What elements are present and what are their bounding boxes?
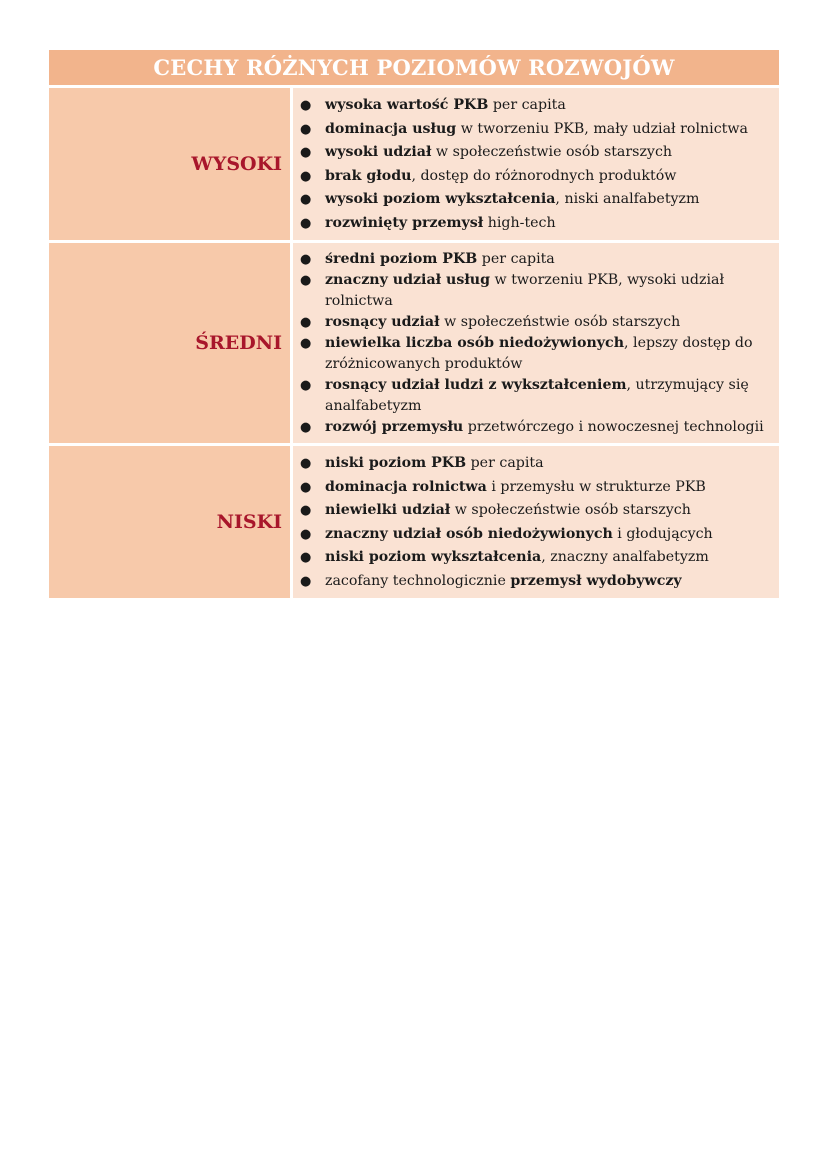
list-item: ● znaczny udział usług w tworzeniu PKB, wysoki udział rolnictwa — [300, 272, 725, 309]
bullet-icon: ● — [300, 503, 312, 518]
bullet-icon: ● — [300, 145, 312, 160]
list-item: ● wysoka wartość PKB per capita — [300, 94, 775, 118]
development-levels-table — [49, 50, 779, 598]
bullet-icon: ● — [300, 273, 312, 288]
list-item: ● brak głodu, dostęp do różnorodnych produktów — [300, 165, 775, 189]
list-item: ● wysoki poziom wykształcenia, niski analfabetyzm — [300, 188, 775, 212]
list-item: ● niski poziom wykształcenia, znaczny analfabetyzm — [300, 546, 775, 570]
bullet-icon: ● — [300, 121, 312, 137]
row-label-medium: ŚREDNI — [49, 243, 290, 443]
list-item: ● rozwinięty przemysł high-tech — [300, 212, 775, 236]
bullet-icon: ● — [300, 336, 312, 351]
list-item: ● średni poziom PKB per capita — [300, 249, 775, 270]
bullet-icon: ● — [300, 526, 312, 542]
bullet-icon: ● — [300, 456, 312, 471]
bullet-icon: ● — [300, 420, 312, 435]
bullet-icon: ● — [300, 378, 312, 393]
list-item: ● rosnący udział ludzi z wykształceniem, utrzymujący się analfabetyzm — [300, 377, 749, 414]
list-item: ● niski poziom PKB per capita — [300, 452, 775, 476]
bullet-icon: ● — [300, 479, 312, 495]
bullet-icon: ● — [300, 192, 312, 207]
row-content-high — [290, 88, 779, 240]
bullet-icon: ● — [300, 215, 312, 231]
list-item: ● dominacja usług w tworzeniu PKB, mały udział rolnictwa — [300, 118, 775, 142]
row-label-high: WYSOKI — [49, 88, 290, 240]
list-item: ● wysoki udział w społeczeństwie osób starszych — [300, 141, 775, 165]
list-item: ● rosnący udział w społeczeństwie osób starszych — [300, 312, 775, 333]
bullet-icon: ● — [300, 315, 312, 330]
list-item: ● niewielki udział w społeczeństwie osób starszych — [300, 499, 775, 523]
row-medium — [49, 240, 779, 443]
bullet-icon: ● — [300, 168, 312, 184]
list-item: ● znaczny udział osób niedożywionych i głodujących — [300, 523, 775, 547]
bullet-icon: ● — [300, 98, 312, 113]
list-item: ● zacofany technologicznie przemysł wydobywczy — [300, 570, 775, 594]
row-content-low — [290, 446, 779, 598]
list-item: ● rozwój przemysłu przetwórczego i nowoczesnej technologii — [300, 417, 775, 438]
row-label-low: NISKI — [49, 446, 290, 598]
bullet-icon: ● — [300, 573, 312, 589]
table-title: CECHY RÓŻNYCH POZIOMÓW ROZWOJÓW — [49, 50, 779, 85]
bullet-icon: ● — [300, 252, 312, 267]
bullet-icon: ● — [300, 550, 312, 565]
list-item: ● dominacja rolnictwa i przemysłu w strukturze PKB — [300, 476, 775, 500]
row-high — [49, 85, 779, 240]
row-low — [49, 443, 779, 598]
row-content-medium — [290, 243, 779, 443]
list-item: ● niewielka liczba osób niedożywionych, lepszy dostęp do zróżnicowanych produktów — [300, 335, 753, 372]
